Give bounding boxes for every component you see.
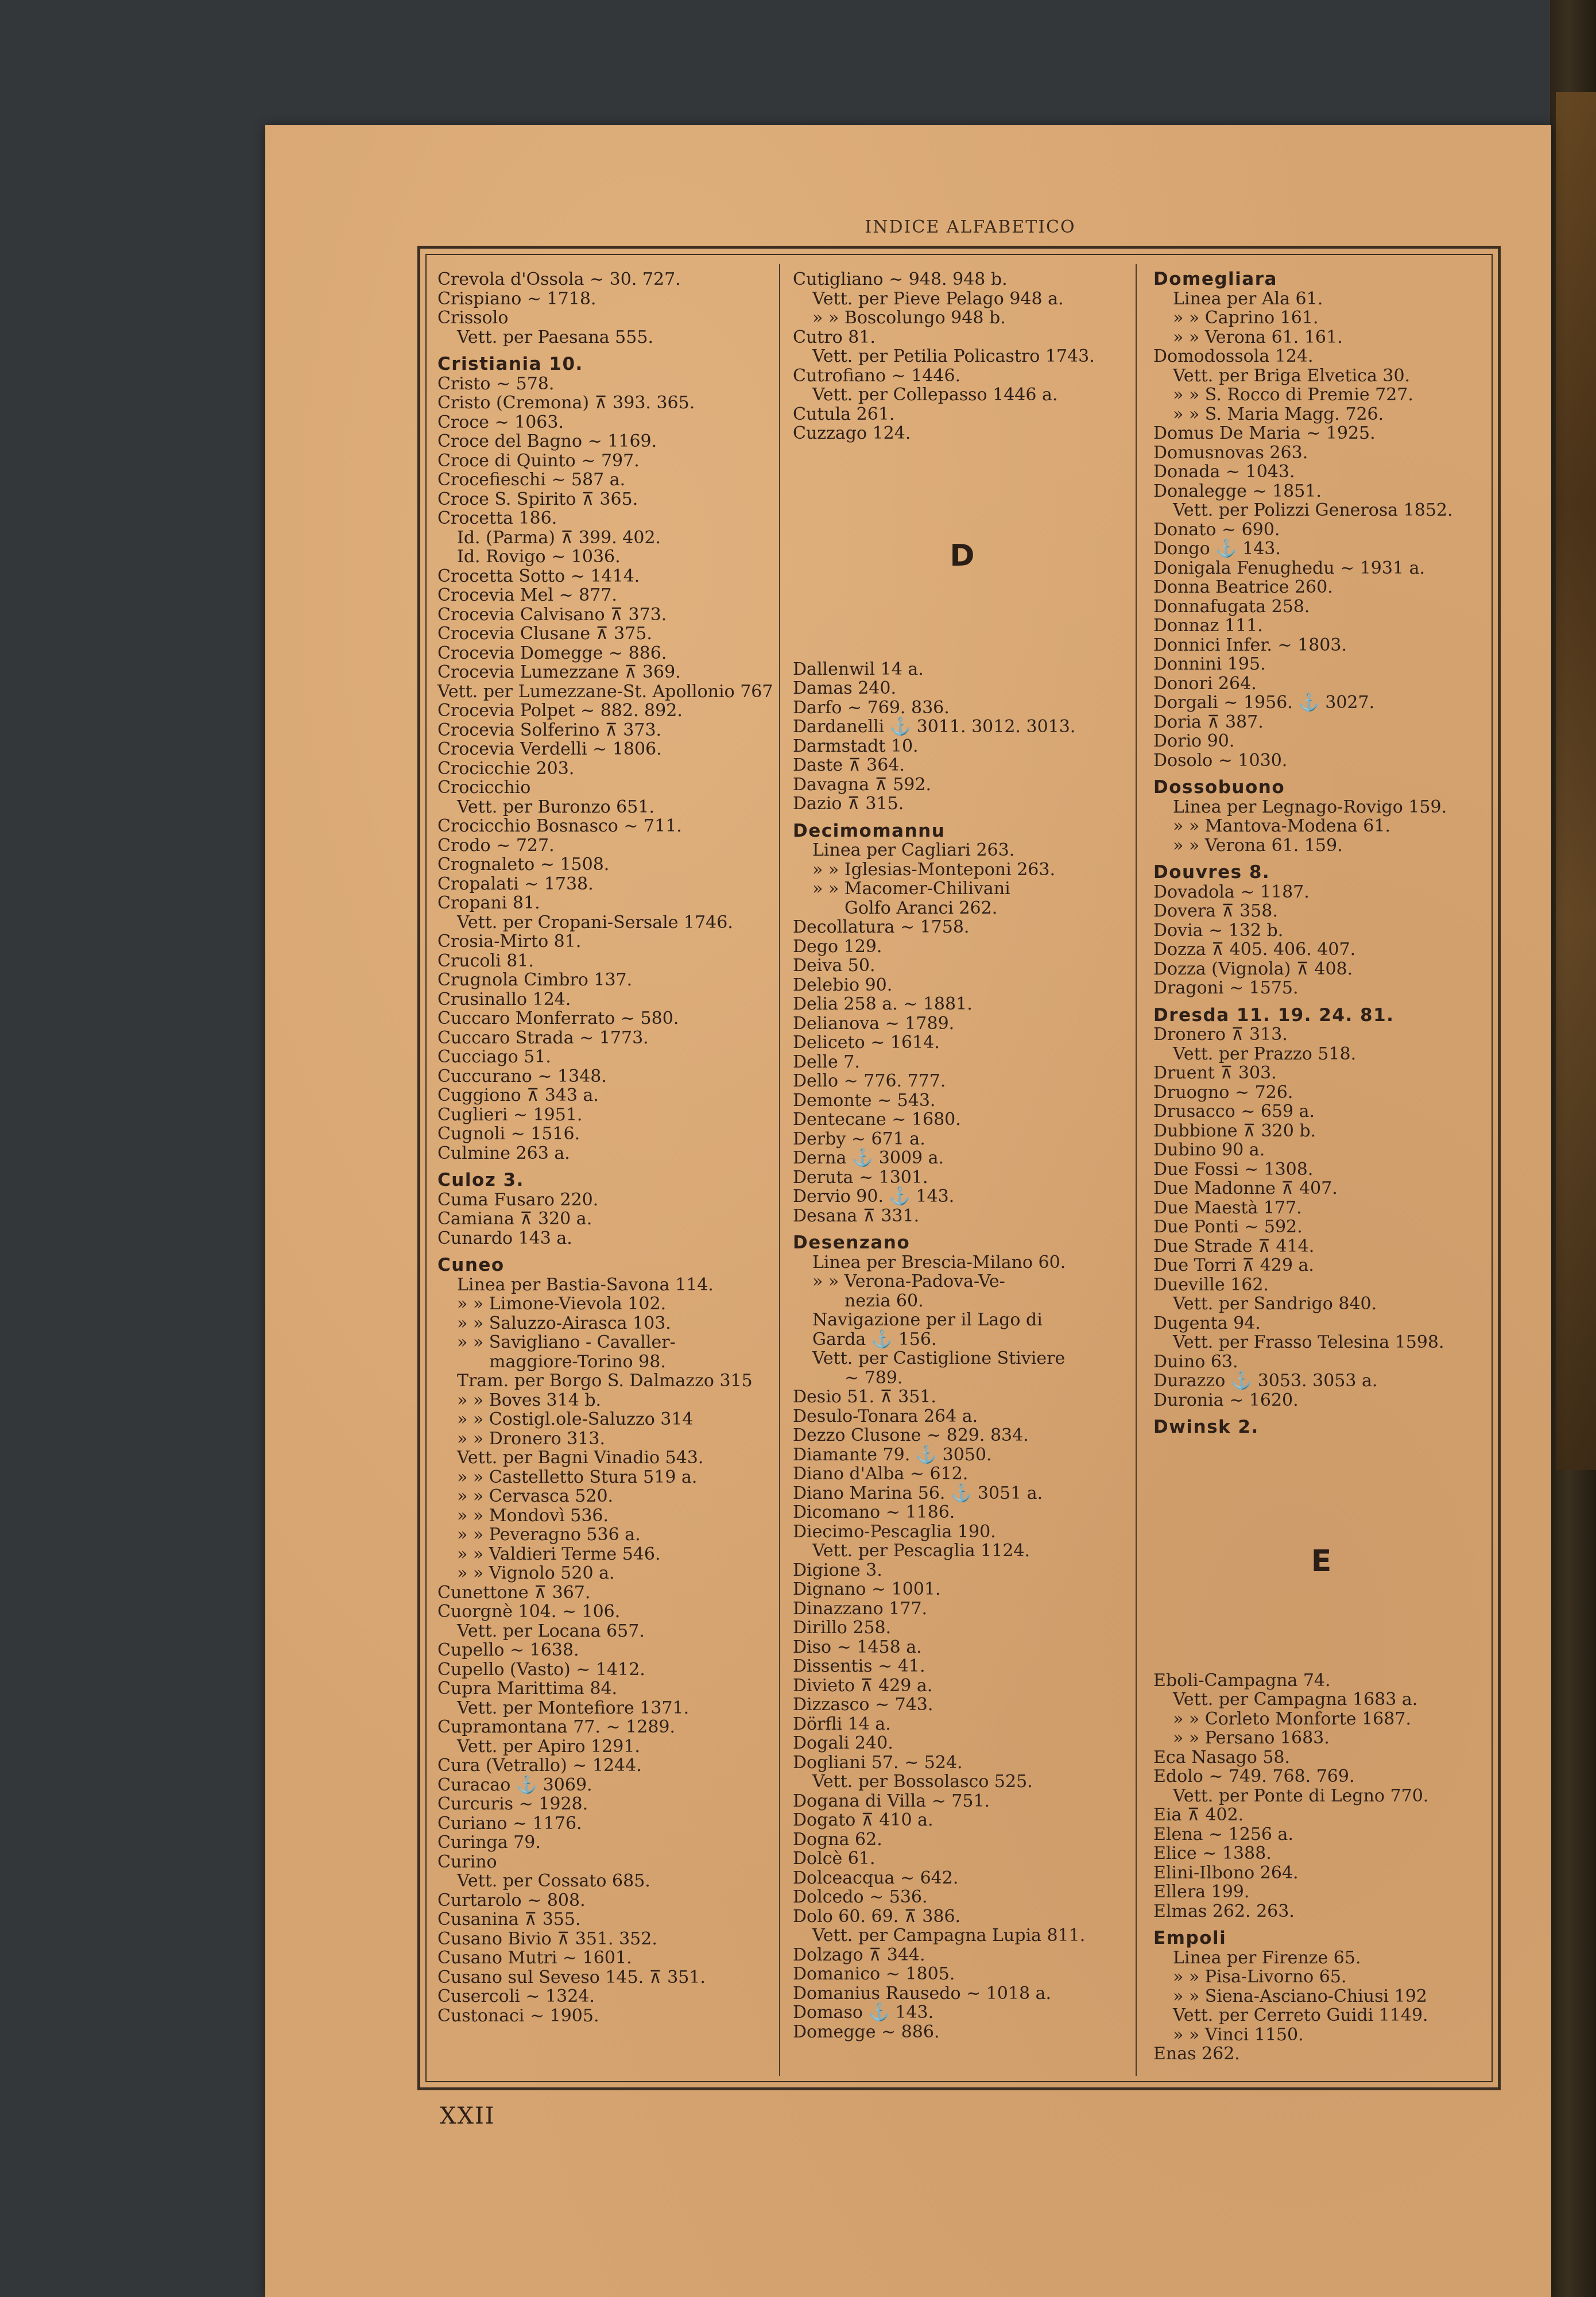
- index-entry: Dozza ⊼ 405. 406. 407.: [1153, 939, 1356, 960]
- index-entry: Donnafugata 258.: [1153, 596, 1310, 617]
- index-entry: » » Verona-Padova-Ve-: [812, 1271, 1005, 1291]
- index-entry: Linea per Bastia-Savona 114.: [457, 1274, 714, 1295]
- index-entry: Cupra Marittima 84.: [437, 1679, 618, 1699]
- index-entry: Diano d'Alba ~ 612.: [793, 1464, 969, 1484]
- index-entry: Desana ⊼ 331.: [793, 1205, 920, 1226]
- index-entry: Vett. per Polizzi Generosa 1852.: [1173, 500, 1453, 520]
- index-entry: Crodo ~ 727.: [437, 835, 555, 856]
- index-entry: Vett. per Cossato 685.: [457, 1871, 650, 1891]
- index-entry: Croce S. Spirito ⊼ 365.: [437, 489, 638, 509]
- index-entry: Domaso ⚓ 143.: [793, 2002, 934, 2023]
- index-heading: Empoli: [1153, 1928, 1227, 1948]
- index-entry: Druogno ~ 726.: [1153, 1082, 1293, 1103]
- index-entry: Cristo (Cremona) ⊼ 393. 365.: [437, 393, 695, 413]
- index-entry: Dolceacqua ~ 642.: [793, 1867, 959, 1888]
- index-entry: Dezzo Clusone ~ 829. 834.: [793, 1425, 1029, 1445]
- index-entry: Id. Rovigo ~ 1036.: [457, 547, 621, 567]
- index-entry: Cutigliano ~ 948. 948 b.: [793, 269, 1008, 289]
- index-entry: Cutrofiano ~ 1446.: [793, 365, 961, 386]
- index-entry: Cupello ~ 1638.: [437, 1640, 579, 1660]
- index-entry: Duino 63.: [1153, 1351, 1238, 1372]
- index-heading: Douvres 8.: [1153, 862, 1270, 883]
- index-entry: » » Vinci 1150.: [1173, 2024, 1304, 2045]
- index-entry: Crusinallo 124.: [437, 989, 571, 1010]
- index-entry: Dazio ⊼ 315.: [793, 794, 904, 814]
- index-entry: Vett. per Pescaglia 1124.: [812, 1541, 1031, 1561]
- index-entry: Donada ~ 1043.: [1153, 462, 1295, 482]
- index-entry: » » S. Maria Magg. 726.: [1173, 404, 1384, 424]
- index-entry: Cunardo 143 a.: [437, 1228, 572, 1248]
- index-entry: Dörfli 14 a.: [793, 1714, 891, 1734]
- index-entry: » » Mantova-Modena 61.: [1173, 816, 1390, 836]
- index-entry: » » Valdieri Terme 546.: [457, 1544, 661, 1564]
- index-entry: Crissolo: [437, 308, 509, 328]
- index-entry: Cupramontana 77. ~ 1289.: [437, 1717, 676, 1737]
- index-entry: » » Limone-Vievola 102.: [457, 1294, 667, 1314]
- index-entry: Dinazzano 177.: [793, 1598, 928, 1619]
- index-entry: Vett. per Ponte di Legno 770.: [1173, 1785, 1429, 1806]
- index-entry: Due Torri ⊼ 429 a.: [1153, 1255, 1314, 1275]
- book-binding-edge: [1550, 0, 1596, 2297]
- index-entry: Crocevia Mel ~ 877.: [437, 585, 617, 605]
- index-entry: Domodossola 124.: [1153, 346, 1314, 366]
- index-entry: Culmine 263 a.: [437, 1143, 570, 1163]
- index-entry: Linea per Cagliari 263.: [812, 840, 1015, 860]
- index-entry: Dardanelli ⚓ 3011. 3012. 3013.: [793, 717, 1076, 737]
- index-entry: Due Ponti ~ 592.: [1153, 1217, 1303, 1237]
- index-entry: Cusanina ⊼ 355.: [437, 1909, 581, 1929]
- index-entry: Durazzo ⚓ 3053. 3053 a.: [1153, 1371, 1378, 1391]
- index-entry: » » Verona 61. 159.: [1173, 835, 1343, 856]
- index-entry: Eboli-Campagna 74.: [1153, 1670, 1331, 1691]
- index-entry: » » Vignolo 520 a.: [457, 1563, 615, 1583]
- index-entry: Crocevia Lumezzane ⊼ 369.: [437, 662, 681, 682]
- index-entry: Crocicchio: [437, 778, 531, 798]
- index-entry: Vett. per Pieve Pelago 948 a.: [812, 288, 1064, 309]
- index-entry: Vett. per Apiro 1291.: [457, 1736, 640, 1757]
- index-entry: » » Boves 314 b.: [457, 1390, 602, 1410]
- index-entry: Digione 3.: [793, 1560, 882, 1580]
- index-entry: » » Costigl.ole-Saluzzo 314: [457, 1409, 694, 1429]
- index-heading: Decimomannu: [793, 820, 946, 841]
- index-entry: Crocevia Calvisano ⊼ 373.: [437, 604, 667, 625]
- index-entry: » » Pisa-Livorno 65.: [1173, 1967, 1347, 1987]
- index-column-2: [793, 270, 1132, 2041]
- index-entry: Dorio 90.: [1153, 731, 1235, 751]
- index-entry: Donalegge ~ 1851.: [1153, 481, 1322, 501]
- index-entry: Cupello (Vasto) ~ 1412.: [437, 1659, 645, 1680]
- index-entry: Dragoni ~ 1575.: [1153, 978, 1299, 998]
- index-entry: Dogato ⊼ 410 a.: [793, 1810, 933, 1830]
- index-entry: Cusano Mutri ~ 1601.: [437, 1948, 632, 1968]
- index-entry: Dallenwil 14 a.: [793, 659, 924, 679]
- index-entry: Crucoli 81.: [437, 950, 534, 971]
- index-entry: Drusacco ~ 659 a.: [1153, 1101, 1315, 1122]
- index-entry: Desio 51. ⊼ 351.: [793, 1387, 936, 1407]
- column-divider: [779, 264, 780, 2076]
- index-entry: Dolo 60. 69. ⊼ 386.: [793, 1906, 961, 1927]
- index-entry: Vett. per Petilia Policastro 1743.: [812, 346, 1095, 366]
- section-spacer: [793, 443, 1132, 541]
- index-entry: Deliceto ~ 1614.: [793, 1033, 940, 1053]
- index-entry: Elena ~ 1256 a.: [1153, 1824, 1293, 1844]
- index-entry: Due Fossi ~ 1308.: [1153, 1159, 1314, 1180]
- index-entry: Croce del Bagno ~ 1169.: [437, 431, 657, 451]
- index-entry: Delle 7.: [793, 1051, 860, 1072]
- index-entry: Vett. per Cerreto Guidi 1149.: [1173, 2005, 1428, 2025]
- index-entry: » » Castelletto Stura 519 a.: [457, 1467, 698, 1487]
- index-entry: Cutula 261.: [793, 404, 895, 424]
- index-entry: Domus De Maria ~ 1925.: [1153, 423, 1376, 443]
- index-entry: Donori 264.: [1153, 673, 1257, 694]
- index-entry: Dovadola ~ 1187.: [1153, 881, 1310, 902]
- index-entry: Diso ~ 1458 a.: [793, 1637, 922, 1657]
- index-entry: Edolo ~ 749. 768. 769.: [1153, 1766, 1355, 1786]
- index-entry: Ellera 199.: [1153, 1882, 1250, 1902]
- index-entry: Due Maestà 177.: [1153, 1197, 1302, 1218]
- index-entry: Vett. per Bagni Vinadio 543.: [457, 1448, 704, 1468]
- index-entry: Garda ⚓ 156.: [812, 1329, 937, 1349]
- index-entry: Dueville 162.: [1153, 1274, 1269, 1295]
- column-divider: [1136, 264, 1137, 2076]
- index-entry: Curinga 79.: [437, 1832, 541, 1853]
- index-entry: Vett. per Buronzo 651.: [457, 796, 654, 817]
- index-entry: Curino: [437, 1851, 497, 1872]
- index-entry: Eca Nasago 58.: [1153, 1747, 1291, 1768]
- index-entry: Cunettone ⊼ 367.: [437, 1582, 591, 1603]
- index-entry: Navigazione per il Lago di: [812, 1310, 1043, 1330]
- page-number: XXII: [440, 2103, 495, 2129]
- index-entry: Darmstadt 10.: [793, 736, 919, 756]
- index-entry: Elmas 262. 263.: [1153, 1901, 1295, 1921]
- index-entry: Diamante 79. ⚓ 3050.: [793, 1444, 992, 1465]
- index-entry: Cristo ~ 578.: [437, 373, 555, 394]
- index-heading: Dresda 11. 19. 24. 81.: [1153, 1004, 1394, 1026]
- index-entry: Cutro 81.: [793, 327, 876, 347]
- index-entry: » » Corleto Monforte 1687.: [1173, 1708, 1411, 1729]
- index-entry: Vett. per Lumezzane-St. Apollonio 767: [437, 681, 773, 702]
- index-entry: Linea per Firenze 65.: [1173, 1947, 1361, 1968]
- index-entry: nezia 60.: [845, 1290, 924, 1311]
- index-heading: Desenzano: [793, 1232, 911, 1253]
- binding-band: [1556, 92, 1596, 1470]
- index-entry: Donnini 195.: [1153, 654, 1266, 674]
- index-entry: » » Mondovì 536.: [457, 1505, 609, 1526]
- index-entry: Due Strade ⊼ 414.: [1153, 1236, 1315, 1256]
- index-entry: Donna Beatrice 260.: [1153, 577, 1333, 597]
- index-entry: Crocetta 186.: [437, 508, 557, 528]
- index-entry: Curcuris ~ 1928.: [437, 1794, 588, 1814]
- index-heading: Dossobuono: [1153, 777, 1285, 798]
- index-entry: Crugnola Cimbro 137.: [437, 970, 633, 990]
- index-entry: Dorgali ~ 1956. ⚓ 3027.: [1153, 693, 1375, 713]
- index-entry: Dubino 90 a.: [1153, 1140, 1265, 1160]
- index-entry: Domusnovas 263.: [1153, 442, 1308, 463]
- index-entry: Dentecane ~ 1680.: [793, 1109, 961, 1130]
- index-entry: Daste ⊼ 364.: [793, 755, 905, 775]
- index-entry: Deruta ~ 1301.: [793, 1167, 928, 1188]
- index-entry: Eia ⊼ 402.: [1153, 1805, 1244, 1825]
- index-entry: Cuma Fusaro 220.: [437, 1189, 599, 1210]
- index-entry: Dovera ⊼ 358.: [1153, 901, 1278, 921]
- index-entry: Dignano ~ 1001.: [793, 1579, 941, 1599]
- index-entry: Cuccurano ~ 1348.: [437, 1066, 607, 1086]
- index-entry: Dogna 62.: [793, 1829, 882, 1850]
- index-column-1: [437, 270, 773, 2025]
- index-entry: Camiana ⊼ 320 a.: [437, 1209, 592, 1229]
- index-entry: » » Savigliano - Cavaller-: [457, 1332, 676, 1352]
- index-entry: Dego 129.: [793, 936, 882, 957]
- index-entry: Dolcè 61.: [793, 1849, 876, 1869]
- index-entry: Dizzasco ~ 743.: [793, 1695, 933, 1715]
- index-entry: Vett. per Bossolasco 525.: [812, 1772, 1033, 1792]
- index-entry: » » Siena-Asciano-Chiusi 192: [1173, 1986, 1427, 2006]
- index-entry: Domanico ~ 1805.: [793, 1964, 955, 1984]
- index-entry: Vett. per Campagna Lupia 811.: [812, 1925, 1086, 1946]
- index-entry: Dongo ⚓ 143.: [1153, 539, 1281, 559]
- index-entry: Dosolo ~ 1030.: [1153, 750, 1288, 771]
- index-entry: » » Dronero 313.: [457, 1428, 606, 1449]
- index-entry: Domegge ~ 886.: [793, 2021, 940, 2042]
- index-entry: Cuccaro Strada ~ 1773.: [437, 1027, 649, 1048]
- index-entry: Cuglieri ~ 1951.: [437, 1104, 583, 1125]
- index-entry: Delianova ~ 1789.: [793, 1013, 955, 1034]
- index-entry: Dissentis ~ 41.: [793, 1656, 925, 1676]
- index-entry: Golfo Aranci 262.: [845, 898, 998, 918]
- index-entry: Dogliani 57. ~ 524.: [793, 1752, 963, 1773]
- index-entry: ~ 789.: [845, 1367, 903, 1388]
- index-entry: Crocevia Clusane ⊼ 375.: [437, 624, 652, 644]
- index-entry: Dello ~ 776. 777.: [793, 1071, 946, 1091]
- index-entry: Curtarolo ~ 808.: [437, 1890, 586, 1911]
- index-entry: Diano Marina 56. ⚓ 3051 a.: [793, 1483, 1043, 1503]
- index-entry: Decollatura ~ 1758.: [793, 917, 970, 937]
- index-entry: maggiore-Torino 98.: [489, 1351, 666, 1372]
- index-entry: Donigala Fenughedu ~ 1931 a.: [1153, 558, 1425, 578]
- index-entry: Domanius Rausedo ~ 1018 a.: [793, 1983, 1052, 2004]
- index-entry: Vett. per Collepasso 1446 a.: [812, 385, 1058, 405]
- index-entry: Dicomano ~ 1186.: [793, 1502, 955, 1522]
- section-spacer: [793, 571, 1132, 660]
- section-spacer: [1153, 1576, 1489, 1671]
- index-heading: Culoz 3.: [437, 1170, 524, 1190]
- index-entry: Crocicchie 203.: [437, 758, 575, 779]
- index-entry: Curiano ~ 1176.: [437, 1813, 582, 1834]
- index-entry: Vett. per Paesana 555.: [457, 327, 653, 347]
- index-entry: Divieto ⊼ 429 a.: [793, 1675, 933, 1696]
- index-entry: Vett. per Castiglione Stiviere: [812, 1348, 1066, 1368]
- index-entry: Duronia ~ 1620.: [1153, 1390, 1299, 1410]
- index-entry: Cusano Bivio ⊼ 351. 352.: [437, 1928, 657, 1949]
- index-entry: Vett. per Campagna 1683 a.: [1173, 1689, 1418, 1710]
- index-entry: Cura (Vetrallo) ~ 1244.: [437, 1755, 642, 1776]
- index-entry: Dugenta 94.: [1153, 1313, 1261, 1333]
- index-entry: Doria ⊼ 387.: [1153, 711, 1264, 732]
- index-heading: Domegliara: [1153, 269, 1277, 289]
- index-entry: Vett. per Briga Elvetica 30.: [1173, 365, 1411, 386]
- index-entry: Vett. per Montefiore 1371.: [457, 1697, 689, 1718]
- index-entry: Crocevia Polpet ~ 882. 892.: [437, 701, 683, 721]
- index-entry: » » Peveragno 536 a.: [457, 1525, 641, 1545]
- index-entry: » » Caprino 161.: [1173, 308, 1319, 328]
- index-entry: Dubbione ⊼ 320 b.: [1153, 1120, 1316, 1141]
- index-entry: Cuggiono ⊼ 343 a.: [437, 1085, 599, 1105]
- index-entry: Davagna ⊼ 592.: [793, 774, 932, 795]
- index-entry: Dogana di Villa ~ 751.: [793, 1791, 990, 1811]
- index-entry: Donnici Infer. ~ 1803.: [1153, 635, 1347, 655]
- index-entry: Cuzzago 124.: [793, 423, 911, 443]
- index-heading: Cuneo: [437, 1255, 505, 1275]
- index-entry: Dolzago ⊼ 344.: [793, 1944, 925, 1965]
- index-entry: Vett. per Cropani-Sersale 1746.: [457, 912, 733, 933]
- index-entry: Cugnoli ~ 1516.: [437, 1124, 580, 1144]
- index-entry: Elini-Ilbono 264.: [1153, 1862, 1299, 1883]
- index-entry: Derby ~ 671 a.: [793, 1128, 925, 1149]
- index-entry: » » Iglesias-Monteponi 263.: [812, 859, 1056, 880]
- index-entry: Damas 240.: [793, 678, 896, 698]
- index-entry: Druent ⊼ 303.: [1153, 1063, 1277, 1083]
- index-entry: Enas 262.: [1153, 2044, 1240, 2064]
- index-entry: Cropalati ~ 1738.: [437, 873, 594, 894]
- index-entry: Cucciago 51.: [437, 1047, 551, 1067]
- index-entry: Cuorgnè 104. ~ 106.: [437, 1602, 621, 1622]
- index-entry: Vett. per Prazzo 518.: [1173, 1043, 1357, 1064]
- index-entry: Crocefieschi ~ 587 a.: [437, 470, 626, 490]
- index-entry: Dirillo 258.: [793, 1618, 892, 1638]
- index-entry: Donnaz 111.: [1153, 616, 1263, 636]
- index-entry: » » S. Rocco di Premie 727.: [1173, 385, 1413, 405]
- index-entry: Vett. per Sandrigo 840.: [1173, 1294, 1377, 1314]
- index-entry: Cropani 81.: [437, 893, 540, 913]
- section-letter: D: [950, 538, 975, 573]
- index-entry: Crocevia Verdelli ~ 1806.: [437, 739, 662, 759]
- index-heading: Cristiania 10.: [437, 354, 583, 374]
- index-entry: Curacao ⚓ 3069.: [437, 1774, 592, 1795]
- index-column-3: [1153, 270, 1489, 2064]
- index-entry: Desulo-Tonara 264 a.: [793, 1406, 978, 1426]
- index-entry: Crevola d'Ossola ~ 30. 727.: [437, 269, 681, 289]
- index-entry: Dogali 240.: [793, 1733, 893, 1753]
- index-entry: Linea per Legnago-Rovigo 159.: [1173, 796, 1447, 817]
- index-entry: Dovia ~ 132 b.: [1153, 920, 1284, 941]
- index-entry: » » Persano 1683.: [1173, 1728, 1330, 1748]
- index-entry: Linea per Ala 61.: [1173, 288, 1323, 309]
- index-entry: Cusano sul Seveso 145. ⊼ 351.: [437, 1967, 706, 1987]
- section-spacer: [1153, 1437, 1489, 1546]
- index-entry: Derna ⚓ 3009 a.: [793, 1148, 944, 1168]
- index-entry: Croce ~ 1063.: [437, 412, 564, 432]
- index-entry: Crocevia Solferino ⊼ 373.: [437, 720, 662, 740]
- index-entry: » » Saluzzo-Airasca 103.: [457, 1313, 671, 1333]
- section-letter: E: [1311, 1544, 1332, 1579]
- index-entry: Crocevia Domegge ~ 886.: [437, 643, 667, 663]
- index-entry: Croce di Quinto ~ 797.: [437, 450, 640, 471]
- index-entry: Custonaci ~ 1905.: [437, 2005, 599, 2026]
- index-entry: Delebio 90.: [793, 975, 893, 995]
- index-entry: Linea per Brescia-Milano 60.: [812, 1252, 1066, 1273]
- index-entry: Crognaleto ~ 1508.: [437, 854, 610, 875]
- index-entry: Demonte ~ 543.: [793, 1090, 936, 1111]
- index-entry: Darfo ~ 769. 836.: [793, 697, 950, 718]
- index-entry: Dronero ⊼ 313.: [1153, 1024, 1288, 1045]
- index-entry: Dervio 90. ⚓ 143.: [793, 1186, 955, 1206]
- index-entry: Due Madonne ⊼ 407.: [1153, 1178, 1338, 1198]
- index-entry: Dolcedo ~ 536.: [793, 1887, 928, 1907]
- index-heading: Dwinsk 2.: [1153, 1417, 1259, 1437]
- index-entry: » » Cervasca 520.: [457, 1486, 614, 1506]
- index-entry: » » Boscolungo 948 b.: [812, 308, 1006, 328]
- index-entry: Crosia-Mirto 81.: [437, 931, 582, 952]
- index-entry: Deiva 50.: [793, 956, 876, 976]
- index-entry: Cuccaro Monferrato ~ 580.: [437, 1008, 679, 1028]
- index-entry: Diecimo-Pescaglia 190.: [793, 1521, 996, 1542]
- index-entry: Tram. per Borgo S. Dalmazzo 315: [457, 1371, 753, 1391]
- index-entry: Crocicchio Bosnasco ~ 711.: [437, 816, 682, 836]
- index-entry: Donato ~ 690.: [1153, 519, 1280, 540]
- index-entry: Crispiano ~ 1718.: [437, 288, 596, 309]
- index-entry: Cusercoli ~ 1324.: [437, 1986, 595, 2006]
- index-entry: Id. (Parma) ⊼ 399. 402.: [457, 527, 661, 548]
- index-entry: Vett. per Frasso Telesina 1598.: [1173, 1332, 1444, 1352]
- page-header: INDICE ALFABETICO: [865, 217, 1076, 237]
- index-entry: Dozza (Vignola) ⊼ 408.: [1153, 958, 1353, 979]
- index-entry: Delia 258 a. ~ 1881.: [793, 994, 973, 1014]
- index-entry: » » Macomer-Chilivani: [812, 879, 1010, 899]
- index-entry: Crocetta Sotto ~ 1414.: [437, 566, 640, 586]
- index-entry: Vett. per Locana 657.: [457, 1621, 645, 1641]
- index-entry: Elice ~ 1388.: [1153, 1843, 1272, 1863]
- index-entry: » » Verona 61. 161.: [1173, 327, 1343, 347]
